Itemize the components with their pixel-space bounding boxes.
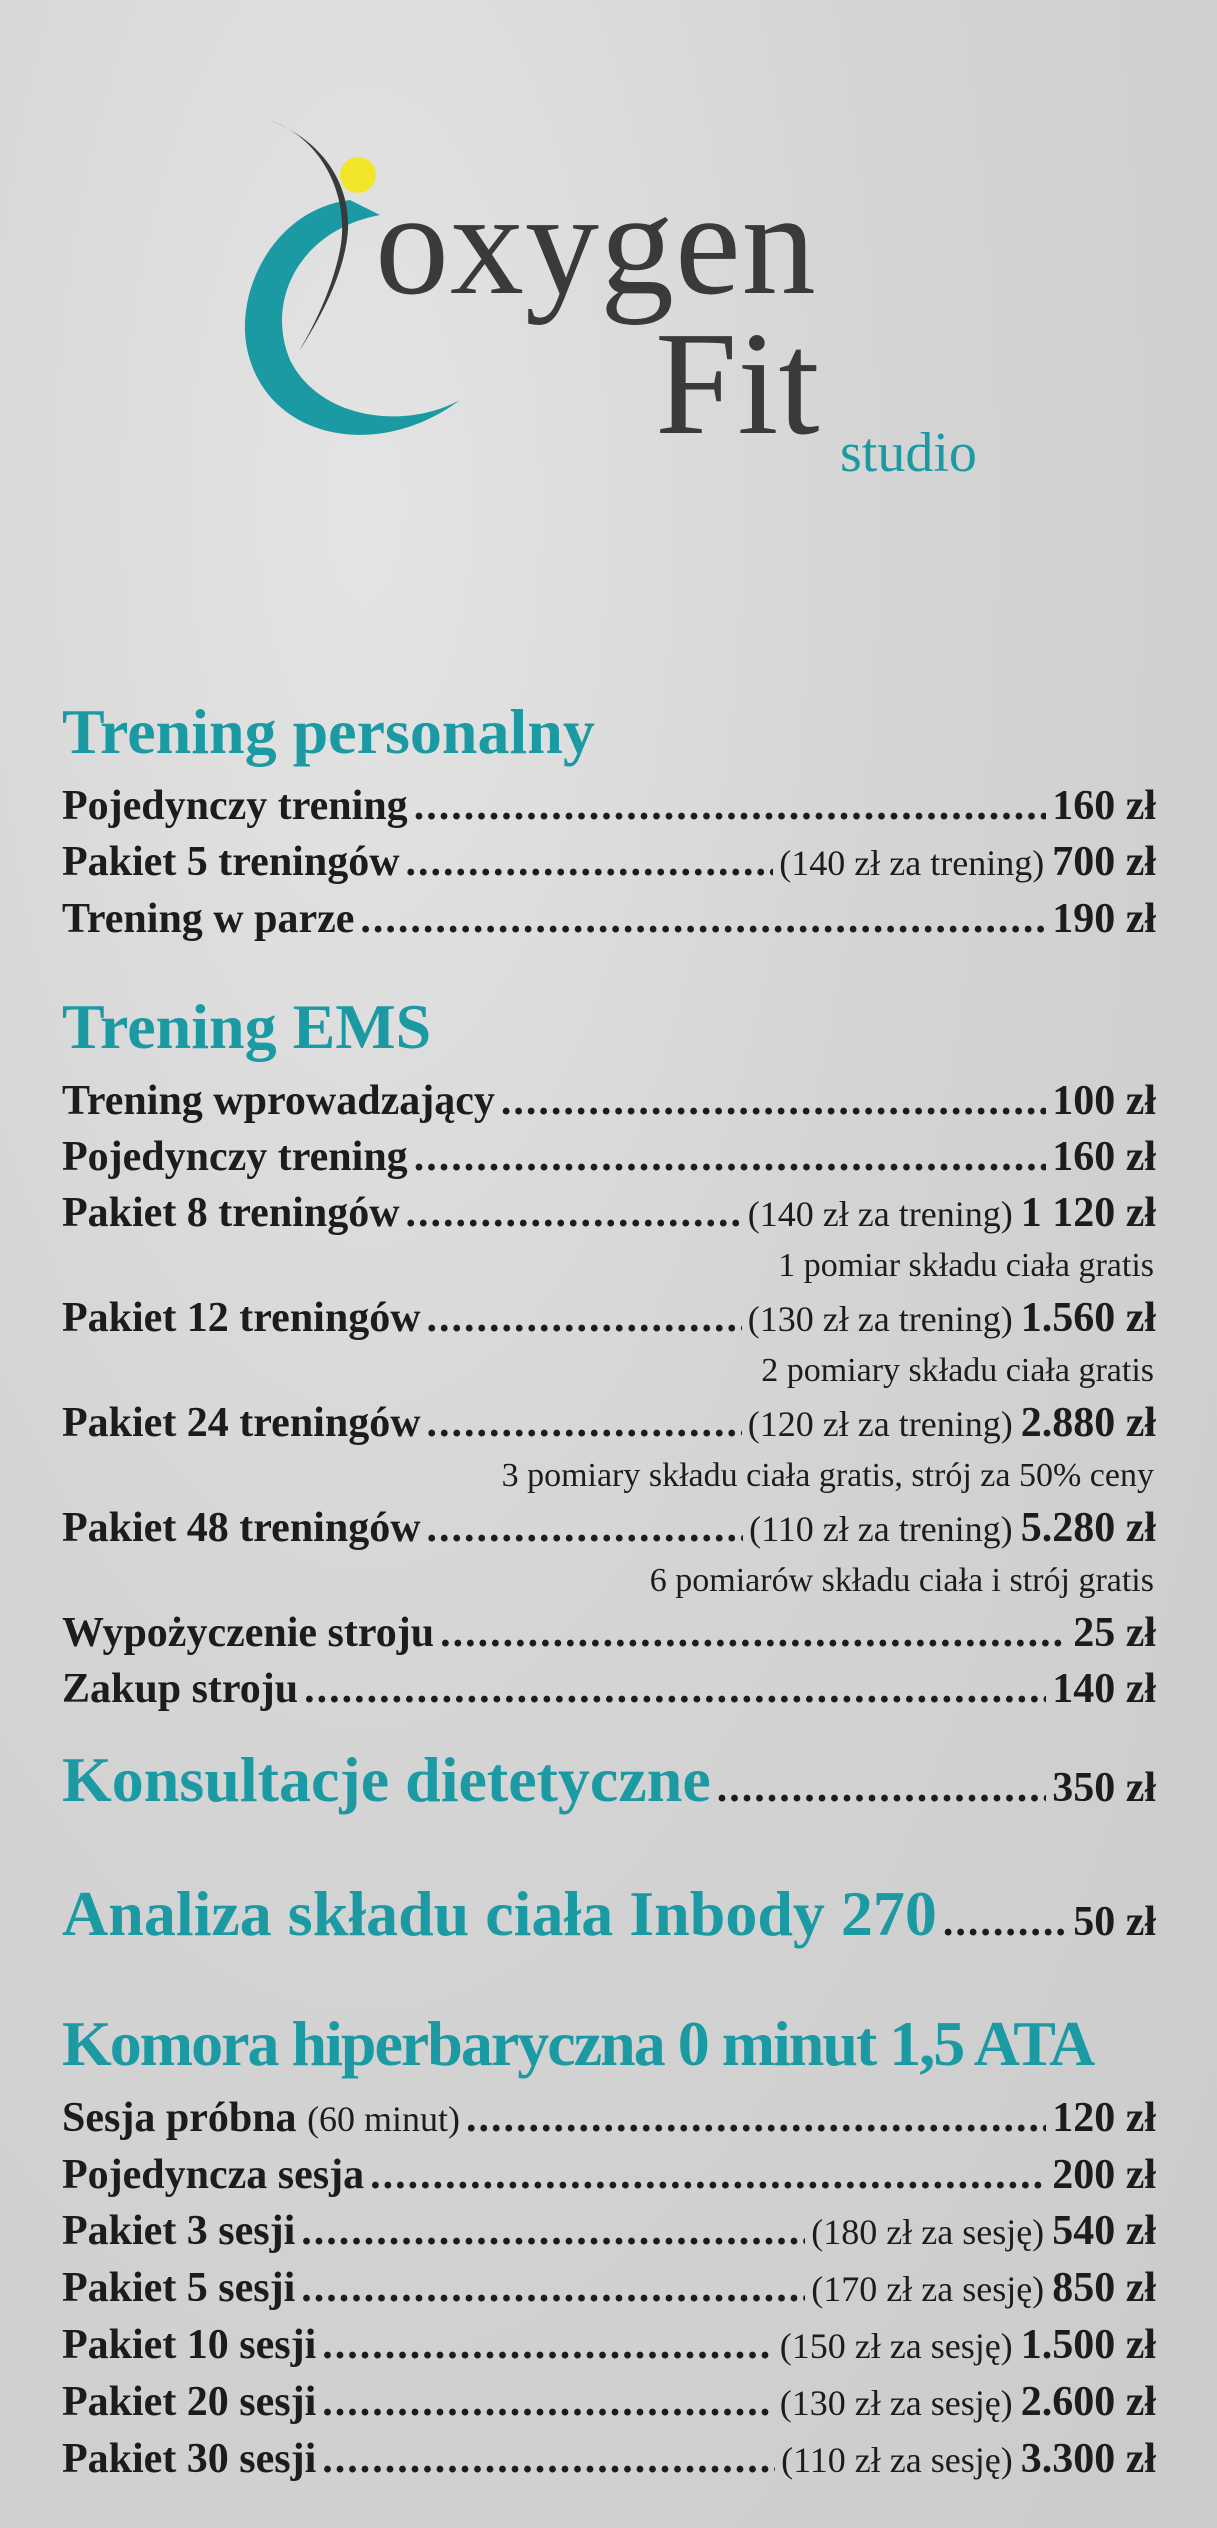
item-subnote: 1 pomiar składu ciała gratis	[778, 1247, 1154, 1284]
price-row	[62, 2431, 1156, 2488]
item-note: (170 zł za sesję)	[811, 2269, 1045, 2309]
item-price: 3.300 zł	[1020, 2436, 1156, 2482]
price-row	[62, 1129, 1156, 1185]
leader-dots	[360, 891, 1046, 947]
section-heading: Konsultacje dietetyczne	[62, 1744, 711, 1815]
logo-studio-text: studio	[840, 422, 977, 484]
item-price: 200 zł	[1052, 2152, 1156, 2198]
item-price: 140 zł	[1052, 1666, 1156, 1712]
price-row	[62, 1290, 1156, 1347]
section-ems-training	[62, 991, 1156, 1717]
leader-dots	[406, 1185, 742, 1241]
item-name: Pojedynczy trening	[62, 783, 408, 829]
item-note: (150 zł za sesję)	[779, 2326, 1013, 2366]
item-price: 2.880 zł	[1020, 1400, 1156, 1446]
item-price: 350 zł	[1052, 1765, 1156, 1811]
leader-dots	[322, 2431, 775, 2487]
item-price: 100 zł	[1052, 1078, 1156, 1124]
price-row	[62, 1878, 1156, 1949]
item-price: 190 zł	[1052, 896, 1156, 942]
leader-dots	[943, 1898, 1067, 1946]
item-name: Pakiet 8 treningów	[62, 1190, 400, 1236]
logo-oxygen-text: oxygen	[375, 162, 817, 326]
leader-dots	[427, 1500, 744, 1556]
price-row	[62, 2203, 1156, 2260]
price-row	[62, 1500, 1156, 1557]
item-name: Pakiet 10 sesji	[62, 2322, 317, 2368]
item-price: 50 zł	[1073, 1899, 1156, 1945]
section-heading: Trening personalny	[62, 696, 595, 767]
section-heading: Trening EMS	[62, 991, 432, 1062]
price-row	[62, 2090, 1156, 2147]
price-row	[62, 778, 1156, 834]
item-name: Pakiet 24 treningów	[62, 1400, 421, 1446]
item-name	[62, 2090, 460, 2147]
item-name: Pojedyncza sesja	[62, 2152, 365, 2198]
item-subnote: 3 pomiary składu ciała gratis, strój za 50% ceny	[501, 1457, 1154, 1494]
item-price: 120 zł	[1052, 2095, 1156, 2141]
item-name-text: Sesja próbna	[62, 2095, 297, 2141]
section-heading: Komora hiperbaryczna 0 minut 1,5 ATA	[62, 2008, 1094, 2079]
leader-dots	[406, 834, 774, 890]
section-hyperbaric-chamber	[62, 2008, 1156, 2488]
section-diet-consultation	[62, 1744, 1156, 1815]
item-inline-note: (60 minut)	[307, 2099, 461, 2139]
leader-dots	[501, 1073, 1046, 1129]
price-row	[62, 1395, 1156, 1452]
price-row	[62, 891, 1156, 947]
price-row	[62, 834, 1156, 891]
item-price: 160 zł	[1052, 1134, 1156, 1180]
item-price: 1.500 zł	[1020, 2322, 1156, 2368]
item-price: 5.280 zł	[1020, 1505, 1156, 1551]
section-personal-training	[62, 696, 1156, 947]
item-note: (110 zł za trening)	[749, 1509, 1013, 1549]
item-name: Pakiet 30 sesji	[62, 2436, 317, 2482]
item-subnote: 6 pomiarów składu ciała i strój gratis	[649, 1562, 1154, 1599]
leader-dots	[427, 1395, 742, 1451]
leader-dots	[440, 1605, 1067, 1661]
leader-dots	[322, 2374, 773, 2430]
item-price: 700 zł	[1052, 839, 1156, 885]
leader-dots	[301, 2260, 805, 2316]
item-note: (110 zł za sesję)	[781, 2440, 1013, 2480]
price-row	[62, 2317, 1156, 2374]
item-note: (140 zł za trening)	[779, 843, 1045, 883]
item-price: 1 120 zł	[1020, 1190, 1156, 1236]
item-price: 540 zł	[1052, 2208, 1156, 2254]
leader-dots	[466, 2090, 1046, 2146]
item-name: Pakiet 12 treningów	[62, 1295, 421, 1341]
item-name: Wypożyczenie stroju	[62, 1610, 435, 1656]
item-price: 1.560 zł	[1020, 1295, 1156, 1341]
leader-dots	[427, 1290, 742, 1346]
section-body-analysis	[62, 1878, 1156, 1949]
item-note: (120 zł za trening)	[747, 1404, 1013, 1444]
logo-fit-text: Fit	[655, 302, 820, 466]
price-row	[62, 2260, 1156, 2317]
item-name: Trening w parze	[62, 896, 355, 942]
item-note: (130 zł za trening)	[747, 1299, 1013, 1339]
item-note: (140 zł za trening)	[747, 1194, 1013, 1234]
item-name: Pakiet 20 sesji	[62, 2379, 317, 2425]
leader-dots	[414, 778, 1047, 834]
item-price: 25 zł	[1073, 1610, 1156, 1656]
price-row	[62, 1744, 1156, 1815]
item-name: Pakiet 48 treningów	[62, 1505, 421, 1551]
leader-dots	[301, 2203, 805, 2259]
price-row	[62, 1073, 1156, 1129]
price-row	[62, 2374, 1156, 2431]
price-row	[62, 1661, 1156, 1717]
item-subnote: 2 pomiary składu ciała gratis	[761, 1352, 1154, 1389]
item-note: (180 zł za sesję)	[811, 2212, 1045, 2252]
leader-dots	[414, 1129, 1047, 1185]
item-name: Pakiet 3 sesji	[62, 2208, 296, 2254]
item-price: 2.600 zł	[1020, 2379, 1156, 2425]
item-name: Trening wprowadzający	[62, 1078, 495, 1124]
leader-dots	[370, 2147, 1046, 2203]
item-name: Zakup stroju	[62, 1666, 299, 1712]
item-name: Pakiet 5 sesji	[62, 2265, 296, 2311]
section-heading: Analiza składu ciała Inbody 270	[62, 1878, 937, 1949]
price-row	[62, 2147, 1156, 2203]
leader-dots	[322, 2317, 773, 2373]
price-row	[62, 1605, 1156, 1661]
item-price: 850 zł	[1052, 2265, 1156, 2311]
leader-dots	[717, 1764, 1046, 1812]
item-note: (130 zł za sesję)	[779, 2383, 1013, 2423]
item-price: 160 zł	[1052, 783, 1156, 829]
leader-dots	[304, 1661, 1046, 1717]
item-name: Pojedynczy trening	[62, 1134, 408, 1180]
item-name: Pakiet 5 treningów	[62, 839, 400, 885]
price-row	[62, 1185, 1156, 1242]
logo	[230, 110, 1010, 490]
